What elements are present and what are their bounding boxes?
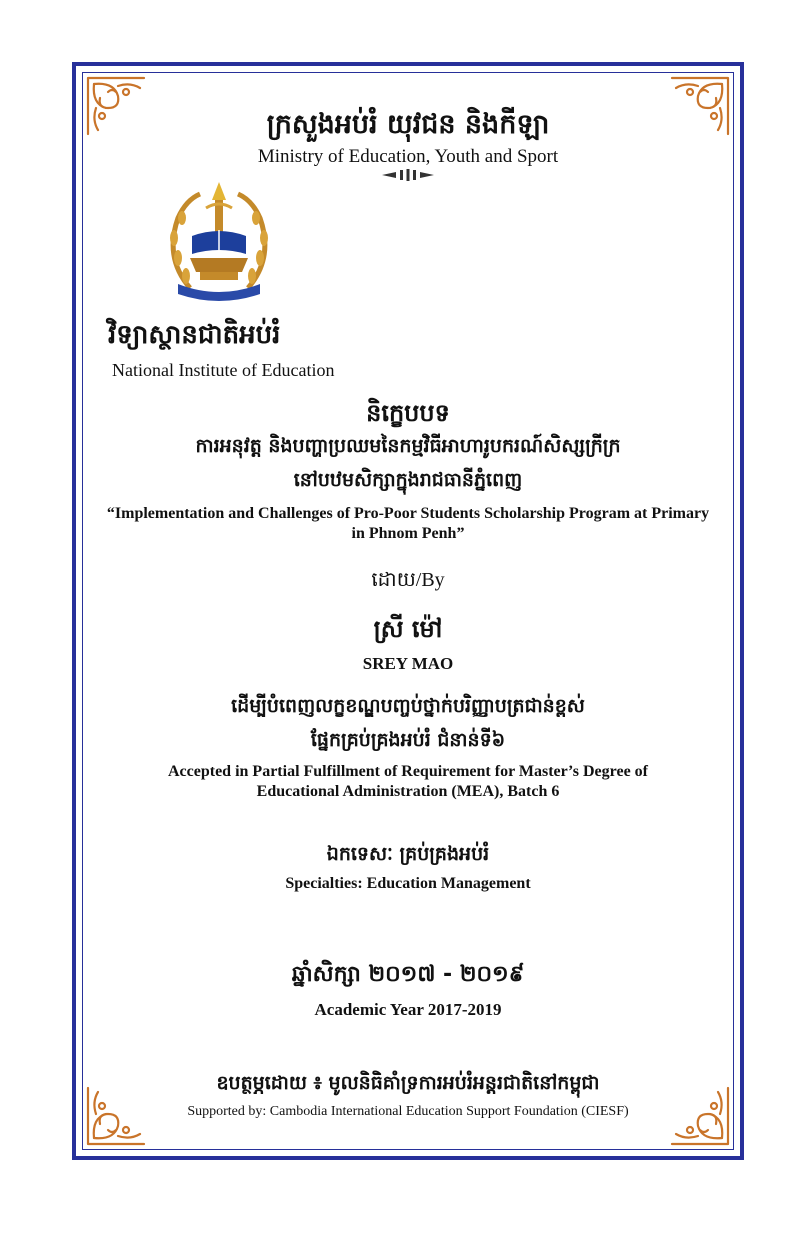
degree-khmer-line1: ដើម្បីបំពេញលក្ខខណ្ឌបញ្ចប់ថ្នាក់បរិញ្ញាបត្រជាន់ខ្ពស់ xyxy=(231,695,585,717)
institute-name-khmer: វិទ្យាស្ថានជាតិអប់រំ xyxy=(108,320,281,350)
thesis-title-khmer-line1: ការអនុវត្ត និងបញ្ហាប្រឈមនៃកម្មវិធីអាហារូបករណ៍សិស្សក្រីក្រ xyxy=(195,435,621,457)
specialty-khmer: ឯកទេសៈ គ្រប់គ្រងអប់រំ xyxy=(326,843,490,865)
institute-name-english: National Institute of Education xyxy=(112,360,335,380)
degree-english-line2: Educational Administration (MEA), Batch 6 xyxy=(256,783,560,800)
author-name-english: SREY MAO xyxy=(362,654,454,673)
supported-by-khmer: ឧបត្ថម្ភដោយ ៖ មូលនិធិគាំទ្រការអប់រំអន្តរជាតិនៅកម្ពុជា xyxy=(216,1072,600,1094)
ministry-name-english: Ministry of Education, Youth and Sport xyxy=(257,146,559,167)
thesis-title-english-line2: in Phnom Penh” xyxy=(351,525,465,542)
academic-year-khmer: ឆ្នាំសិក្សា ២០១៧ - ២០១៩ xyxy=(291,962,525,987)
document-type-khmer: និក្ខេបបទ xyxy=(366,399,450,427)
supported-by-english: Supported by: Cambodia International Education Support Foundation (CIESF) xyxy=(187,1104,629,1119)
divider-ornament-icon xyxy=(378,168,438,182)
by-label: ដោយ/By xyxy=(371,569,445,591)
thesis-title-khmer-line2: នៅបឋមសិក្សាក្នុងរាជធានីភ្នំពេញ xyxy=(293,469,523,491)
degree-khmer-line2: ផ្នែកគ្រប់គ្រងអប់រំ ជំនាន់ទី៦ xyxy=(310,729,506,751)
degree-english-line1: Accepted in Partial Fulfillment of Requirement for Master’s Degree of xyxy=(167,763,648,780)
specialty-english: Specialties: Education Management xyxy=(285,875,531,892)
ministry-name-khmer: ក្រសួងអប់រំ យុវជន និងកីឡា xyxy=(266,109,550,140)
ministry-emblem-icon xyxy=(160,178,278,306)
author-name-khmer: ស្រី ម៉ៅ xyxy=(373,615,443,643)
academic-year-english: Academic Year 2017-2019 xyxy=(314,1000,502,1019)
thesis-title-english-line1: “Implementation and Challenges of Pro-Poor Students Scholarship Program at Primary xyxy=(106,505,710,522)
